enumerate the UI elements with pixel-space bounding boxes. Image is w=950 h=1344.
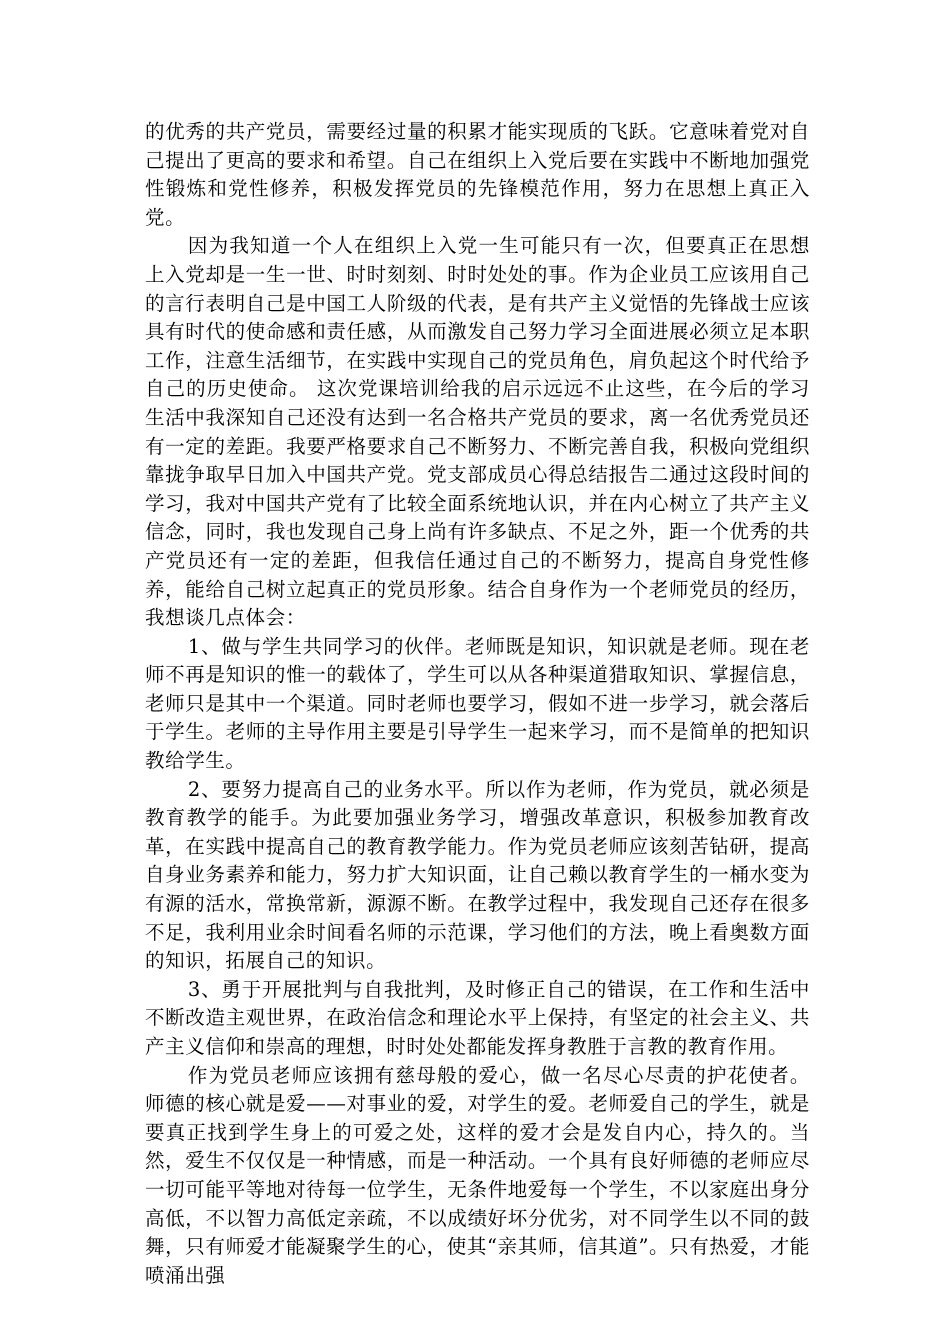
paragraph-4: 2、要努力提高自己的业务水平。所以作为老师，作为党员，就必须是教育教学的能手。为此要加强业务学习，增强改革意识，积极参加教育改革，在实践中提高自己的教育教学能力。作为党员老师应该刻苦钻研，提高自身业务素养和能力，努力扩大知识面，让自己赖以教育学生的一桶水变为有源的活水，常换常新，源源不断。在教学过程中，我发现自己还存在很多不足，我利用业余时间看名师的示范课，学习他们的方法，晚上看奥数方面的知识，拓展自己的知识。 [145, 777, 810, 973]
paragraph-3: 1、做与学生共同学习的伙伴。老师既是知识，知识就是老师。现在老师不再是知识的惟一的载体了，学生可以从各种渠道猎取知识、掌握信息，老师只是其中一个渠道。同时老师也要学习，假如不进一步学习，就会落后于学生。老师的主导作用主要是引导学生一起来学习，而不是简单的把知识教给学生。 [145, 634, 810, 773]
paragraph-1: 的优秀的共产党员，需要经过量的积累才能实现质的飞跃。它意味着党对自己提出了更高的要求和希望。自己在组织上入党后要在实践中不断地加强党性锻炼和党性修养，积极发挥党员的先锋模范作用，努力在思想上真正入党。 [145, 120, 810, 229]
paragraph-5: 3、勇于开展批判与自我批判，及时修正自己的错误，在工作和生活中不断改造主观世界，在政治信念和理论水平上保持，有坚定的社会主义、共产主义信仰和崇高的理想，时时处处都能发挥身教胜于言教的教育作用。 [145, 977, 810, 1058]
document-body [145, 118, 810, 1290]
paragraph-6: 作为党员老师应该拥有慈母般的爱心，做一名尽心尽责的护花使者。师德的核心就是爱——对事业的爱，对学生的爱。老师爱自己的学生，就是要真正找到学生身上的可爱之处，这样的爱才会是发自内心，持久的。当然，爱生不仅仅是一种情感，而是一种活动。一个具有良好师德的老师应尽一切可能平等地对待每一位学生，无条件地爱每一个学生，不以家庭出身分高低，不以智力高低定亲疏，不以成绩好坏分优劣，对不同学生以不同的鼓舞，只有师爱才能凝聚学生的心，使其“亲其师，信其道”。只有热爱，才能喷涌出强 [145, 1063, 810, 1287]
paragraph-2: 因为我知道一个人在组织上入党一生可能只有一次，但要真正在思想上入党却是一生一世、时时刻刻、时时处处的事。作为企业员工应该用自己的言行表明自己是中国工人阶级的代表，是有共产主义觉悟的先锋战士应该具有时代的使命感和责任感，从而激发自己努力学习全面进展必须立足本职工作，注意生活细节，在实践中实现自己的党员角色，肩负起这个时代给予自己的历史使命。 这次党课培训给我的启示远远不止这些，在今后的学习生活中我深知自己还没有达到一名合格共产党员的要求，离一名优秀党员还有一定的差距。我要严格要求自己不断努力、不断完善自我，积极向党组织靠拢争取早日加入中国共产党。党支部成员心得总结报告二通过这段时间的学习，我对中国共产党有了比较全面系统地认识，并在内心树立了共产主义信念，同时，我也发现自己身上尚有许多缺点、不足之外，距一个优秀的共产党员还有一定的差距，但我信任通过自己的不断努力，提高自身党性修养，能给自己树立起真正的党员形象。结合自身作为一个老师党员的经历，我想谈几点体会： [145, 234, 810, 630]
